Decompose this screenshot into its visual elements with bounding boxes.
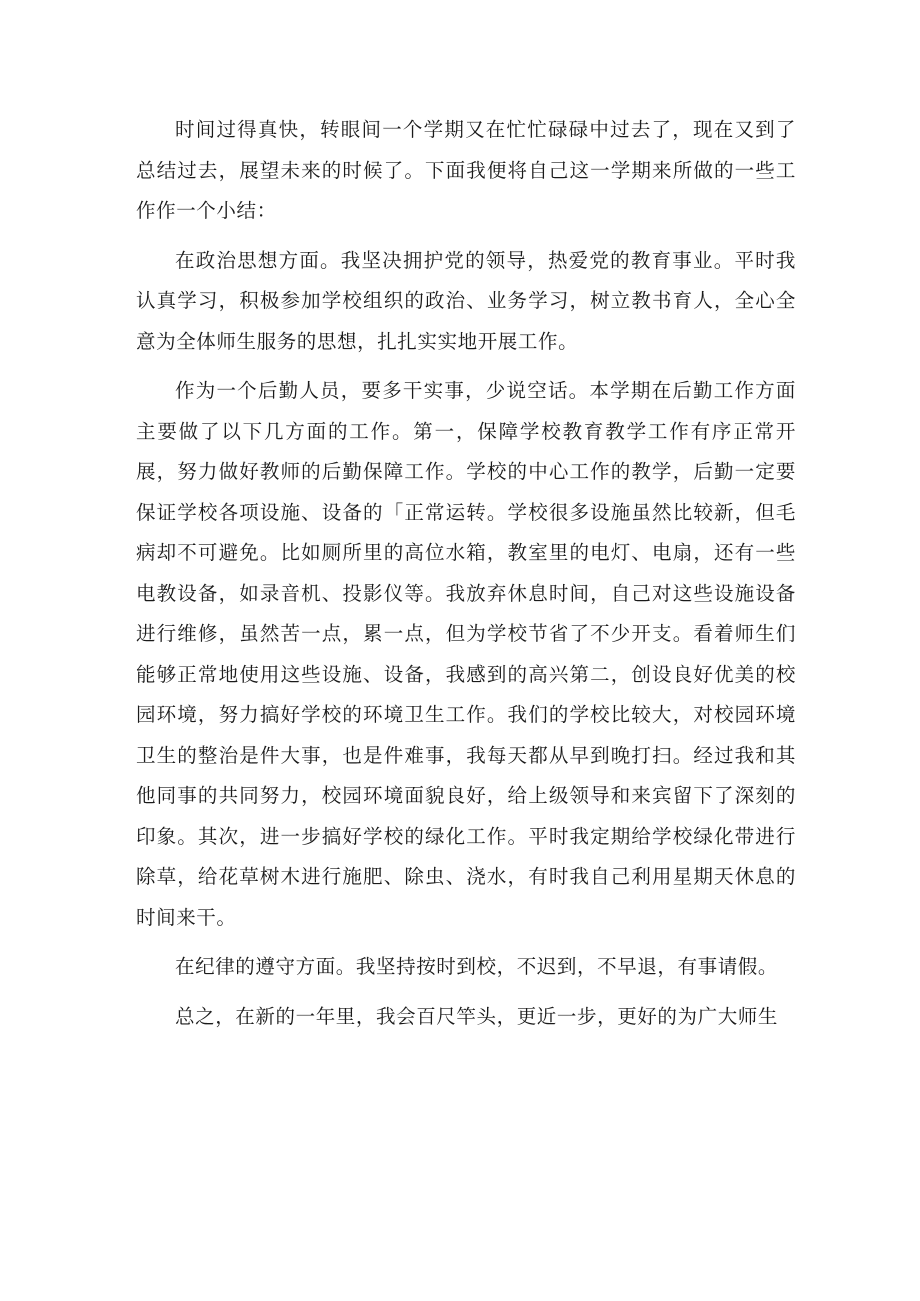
paragraph-logistics-work: 作为一个后勤人员，要多干实事，少说空话。本学期在后勤工作方面主要做了以下几方面的工作。第一，保障学校教育教学工作有序正常开展，努力做好教师的后勤保障工作。学校的中心工作的教学，后勤一定要保证学校各项设施、设备的「正常运转。学校很多设施虽然比较新，但毛病却不可避免。比如厕所里的高位水箱，教室里的电灯、电扇，还有一些电教设备，如录音机、投影仪等。我放弃休息时间，自己对这些设施设备进行维修，虽然苦一点，累一点，但为学校节省了不少开支。看着师生们能够正常地使用这些设施、设备，我感到的高兴第二，创设良好优美的校园环境，努力搞好学校的环境卫生工作。我们的学校比较大，对校园环境卫生的整治是件大事，也是件难事，我每天都从早到晚打扫。经过我和其他同事的共同努力，校园环境面貌良好，给上级领导和来宾留下了深刻的印象。其次，进一步搞好学校的绿化工作。平时我定期给学校绿化带进行除草，给花草树木进行施肥、除虫、浇水，有时我自己利用星期天休息的时间来干。 <box>136 379 796 929</box>
paragraph-intro: 时间过得真快，转眼间一个学期又在忙忙碌碌中过去了，现在又到了总结过去，展望未来的时候了。下面我便将自己这一学期来所做的一些工作作一个小结： <box>136 118 796 222</box>
paragraph-discipline: 在纪律的遵守方面。我坚持按时到校，不迟到，不早退，有事请假。 <box>175 955 779 978</box>
paragraph-political-thought: 在政治思想方面。我坚决拥护党的领导，热爱党的教育事业。平时我认真学习，积极参加学校组织的政治、业务学习，树立教书育人，全心全意为全体师生服务的思想，扎扎实实地开展工作。 <box>136 248 796 353</box>
document-body <box>136 110 796 1046</box>
paragraph-conclusion: 总之，在新的一年里，我会百尺竿头，更近一步，更好的为广大师生 <box>175 1004 779 1028</box>
